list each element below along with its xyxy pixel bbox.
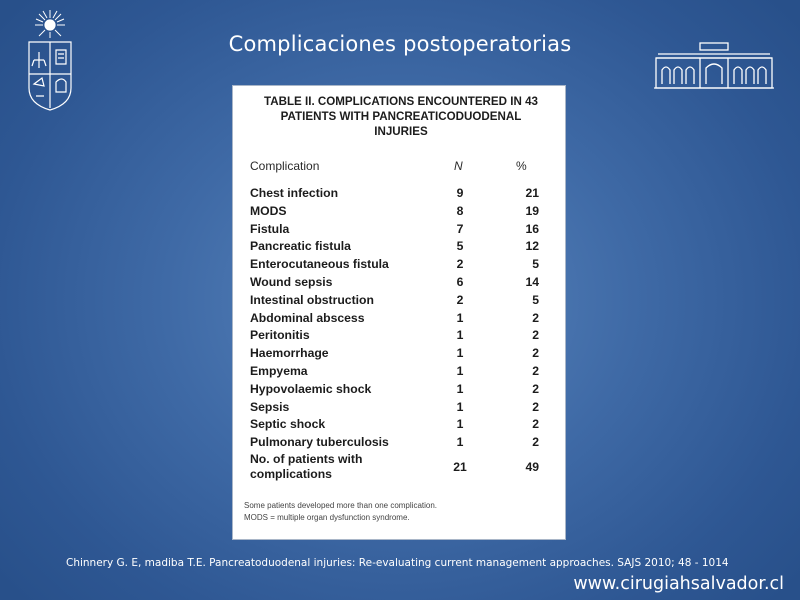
total-label: No. of patients with complications <box>250 452 363 481</box>
row-n: 1 <box>456 417 464 432</box>
row-n: 1 <box>456 328 464 343</box>
table-row <box>233 400 565 418</box>
column-header-complication: Complication <box>250 159 320 173</box>
row-percent: 2 <box>532 417 539 432</box>
total-n: 21 <box>453 460 467 474</box>
row-percent: 12 <box>525 239 539 254</box>
row-complication: Haemorrhage <box>250 346 329 361</box>
row-percent: 2 <box>532 310 539 325</box>
column-header-percent: % <box>516 159 527 173</box>
row-percent: 2 <box>532 346 539 361</box>
row-complication: Hypovolaemic shock <box>250 381 372 396</box>
complications-table <box>232 85 566 540</box>
table-row <box>233 275 565 293</box>
row-percent: 5 <box>532 257 539 272</box>
row-n: 2 <box>456 257 464 272</box>
table-row <box>233 364 565 382</box>
table-row <box>233 346 565 364</box>
row-percent: 2 <box>532 381 539 396</box>
table-row <box>233 293 565 311</box>
row-percent: 2 <box>532 328 539 343</box>
row-n: 8 <box>456 203 464 218</box>
row-complication: Sepsis <box>250 399 290 414</box>
row-percent: 16 <box>525 221 539 236</box>
total-percent: 49 <box>525 460 539 474</box>
row-complication: MODS <box>250 203 287 218</box>
university-crest-logo <box>22 8 78 112</box>
table-row <box>233 435 565 453</box>
row-n: 1 <box>456 399 464 414</box>
row-percent: 2 <box>532 363 539 378</box>
row-n: 1 <box>456 346 464 361</box>
row-complication: Peritonitis <box>250 328 310 343</box>
table-row <box>233 417 565 435</box>
row-n: 1 <box>456 435 464 450</box>
table-row <box>233 311 565 329</box>
table-row <box>233 204 565 222</box>
row-percent: 2 <box>532 435 539 450</box>
row-n: 1 <box>456 310 464 325</box>
footnote: Some patients developed more than one complication. <box>244 501 438 510</box>
row-percent: 21 <box>525 186 539 200</box>
row-complication: Chest infection <box>250 186 339 200</box>
row-complication: Enterocutaneous fistula <box>250 257 389 272</box>
row-n: 1 <box>456 381 464 396</box>
table-footnotes <box>244 500 437 524</box>
table-title: TABLE II. COMPLICATIONS ENCOUNTERED IN 43 PATIENTS WITH PANCREATICODUODENAL INJURIES <box>264 95 538 138</box>
row-n: 1 <box>456 363 464 378</box>
website-url: www.cirugiahsalvador.cl <box>573 574 784 594</box>
table-row <box>233 222 565 240</box>
row-complication: Pancreatic fistula <box>250 239 351 254</box>
table-row <box>233 186 565 204</box>
row-complication: Fistula <box>250 221 290 236</box>
table-row <box>233 382 565 400</box>
row-percent: 19 <box>525 203 539 218</box>
table-row <box>233 257 565 275</box>
slide-title: Complicaciones postoperatorias <box>228 32 572 56</box>
row-complication: Empyema <box>250 363 308 378</box>
row-complication: Septic shock <box>250 417 326 432</box>
row-complication: Wound sepsis <box>250 274 333 289</box>
row-complication: Pulmonary tuberculosis <box>250 435 389 450</box>
table-row <box>233 328 565 346</box>
footnote: MODS = multiple organ dysfunction syndrome. <box>244 513 410 522</box>
row-n: 2 <box>456 292 464 307</box>
column-header-n: N <box>454 159 463 173</box>
table-row <box>233 239 565 257</box>
row-complication: Abdominal abscess <box>250 310 365 325</box>
table-total-row <box>233 452 565 484</box>
row-percent: 5 <box>532 292 539 307</box>
row-percent: 2 <box>532 399 539 414</box>
row-n: 7 <box>456 221 464 236</box>
row-n: 5 <box>456 239 464 254</box>
table-body <box>233 186 565 453</box>
row-n: 6 <box>456 274 464 289</box>
row-percent: 14 <box>525 274 539 289</box>
citation: Chinnery G. E, madiba T.E. Pancreatoduodenal injuries: Re-evaluating current management approaches. SAJS 2010; 48 - 1014 <box>66 557 729 569</box>
row-complication: Intestinal obstruction <box>250 292 374 307</box>
row-n: 9 <box>456 186 464 200</box>
